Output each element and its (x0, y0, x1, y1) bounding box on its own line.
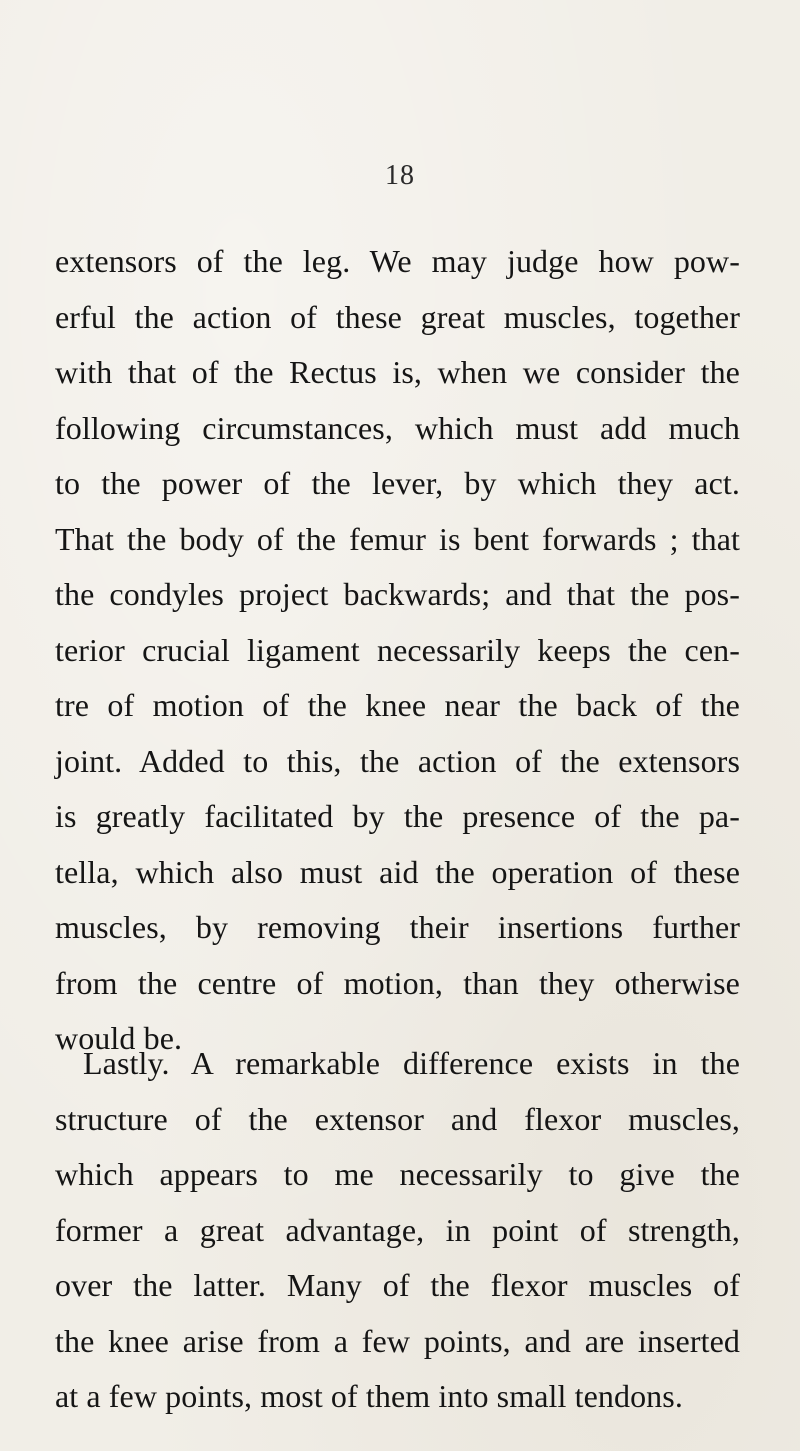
paragraph-2 (55, 1036, 740, 1425)
text-line: the condyles project backwards; and that the pos- (55, 576, 740, 612)
text-line: extensors of the leg. We may judge how pow- (55, 243, 740, 279)
text-line: former a great advantage, in point of strength, (55, 1211, 740, 1248)
text-line: the knee arise from a few points, and are inserted (55, 1322, 740, 1359)
text-line: over the latter. Many of the flexor muscles of (55, 1267, 740, 1303)
text-line: erful the action of these great muscles, together (55, 298, 740, 335)
text-line: That the body of the femur is bent forwards ; that (55, 520, 740, 557)
text-line: following circumstances, which must add much (55, 409, 740, 446)
page-number: 18 (385, 160, 415, 191)
text-line: at a few points, most of them into small tendons. (55, 1378, 683, 1414)
text-line: Lastly. A remarkable difference exists in the (83, 1045, 740, 1081)
text-line: tre of motion of the knee near the back of the (55, 687, 740, 723)
text-line: structure of the extensor and flexor muscles, (55, 1100, 740, 1137)
text-line: would be. (55, 1020, 183, 1056)
text-line: with that of the Rectus is, when we consider the (55, 354, 740, 390)
text-line: which appears to me necessarily to give the (55, 1156, 740, 1192)
text-line: from the centre of motion, than they otherwise (55, 964, 740, 1001)
text-line: terior crucial ligament necessarily keeps the cen- (55, 631, 740, 668)
text-line: to the power of the lever, by which they act. (55, 465, 740, 501)
text-line: joint. Added to this, the action of the extensors (55, 742, 740, 779)
text-line: tella, which also must aid the operation of these (55, 853, 740, 890)
paragraph-1 (55, 234, 740, 1067)
text-line: muscles, by removing their insertions further (55, 909, 740, 945)
text-line: is greatly facilitated by the presence of the pa- (55, 798, 740, 834)
